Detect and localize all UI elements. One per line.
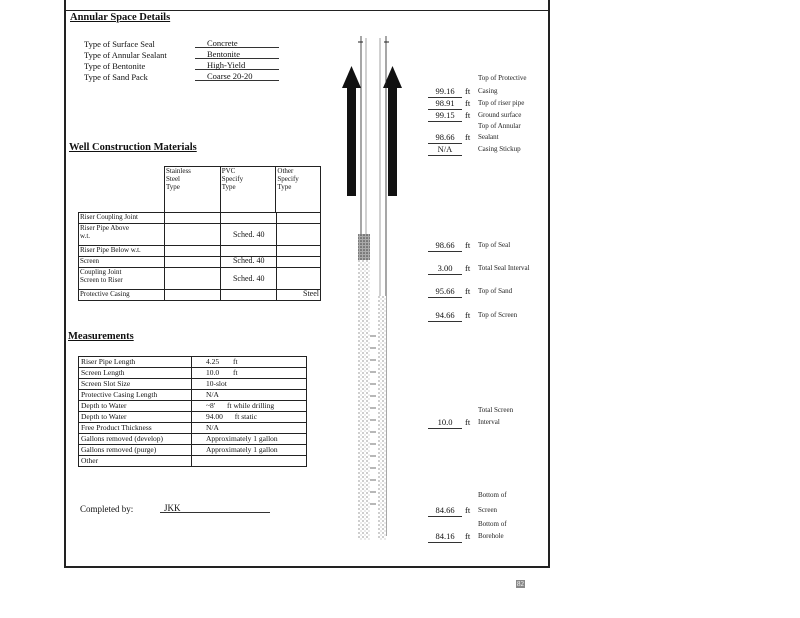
- top-sand-value: 95.66: [428, 286, 462, 298]
- top-sand-label: Top of Sand: [478, 287, 513, 295]
- total-screen-value: 10.0: [428, 417, 462, 429]
- materials-table: [78, 212, 321, 301]
- borehole-value: 84.16: [428, 531, 462, 543]
- sand-pack-label: Type of Sand Pack: [84, 72, 148, 82]
- annular-title: Annular Space Details: [70, 12, 171, 23]
- table-row: Screen Length 10.0 ft: [79, 368, 307, 379]
- bentonite-seal: [358, 234, 370, 260]
- table-row: Protective Casing Steel: [79, 290, 321, 301]
- surface-seal-label: Type of Surface Seal: [84, 39, 155, 49]
- riser-top-label: Top of riser pipe: [478, 99, 525, 107]
- table-row: Protective Casing Length N/A: [79, 390, 307, 401]
- protective-casing: [342, 66, 402, 196]
- stickup-label: Casing Stickup: [478, 145, 521, 153]
- table-row: Gallons removed (develop) Approximately 1 gallon: [79, 434, 307, 445]
- table-row: Other: [79, 456, 307, 467]
- top-seal-label: Top of Seal: [478, 241, 511, 249]
- materials-header-table: [164, 166, 321, 213]
- table-row: Riser Pipe Above w.t. Sched. 40: [79, 224, 321, 246]
- bottom-screen-value: 84.66: [428, 505, 462, 517]
- casing-label: Casing: [478, 87, 498, 95]
- stickup-value: N/A: [428, 144, 462, 156]
- seal-interval-label: Total Seal Interval: [478, 264, 530, 272]
- bentonite-label: Type of Bentonite: [84, 61, 146, 71]
- completed-by-value: JKK: [160, 503, 270, 513]
- table-row: Free Product Thickness N/A: [79, 423, 307, 434]
- total-screen-label: Total Screen: [478, 406, 514, 414]
- riser-top-value: 98.91: [428, 98, 462, 110]
- table-row: Screen Sched. 40: [79, 257, 321, 268]
- table-row: Riser Pipe Below w.t.: [79, 246, 321, 257]
- total-screen-interval-label: Interval: [478, 418, 500, 426]
- top-protective-label: Top of Protective: [478, 74, 527, 82]
- header-pvc: PVC Specify Type: [220, 167, 276, 213]
- table-row: Coupling Joint Screen to Riser Sched. 40: [79, 268, 321, 290]
- header-stainless: Stainless Steel Type: [165, 167, 221, 213]
- ground-surface-label: Ground surface: [478, 111, 522, 119]
- sand-pack: [358, 260, 370, 540]
- top-annular-label: Top of Annular: [478, 122, 521, 130]
- sealant-label: Sealant: [478, 133, 499, 141]
- annular-sealant-value: Bentonite: [195, 49, 279, 59]
- top-screen-label: Top of Screen: [478, 311, 518, 319]
- table-row: Screen Slot Size 10-slot: [79, 379, 307, 390]
- completed-by-label: Completed by:: [80, 504, 134, 514]
- sand-pack-value: Coarse 20-20: [195, 71, 279, 81]
- screen-slots: [370, 336, 376, 504]
- table-row: Depth to Water ~8' ft while drilling: [79, 401, 307, 412]
- top-screen-value: 94.66: [428, 310, 462, 322]
- table-row: Depth to Water 94.00 ft static: [79, 412, 307, 423]
- ground-surface-value: 99.15: [428, 110, 462, 122]
- borehole-label2: Borehole: [478, 532, 504, 540]
- bentonite-value: High-Yield: [195, 60, 279, 70]
- header-other: Other Specify Type: [276, 167, 321, 213]
- casing-elev-value: 99.16: [428, 86, 462, 98]
- measurements-title: Measurements: [68, 331, 134, 342]
- bottom-screen-label2: Screen: [478, 506, 498, 514]
- sealant-value: 98.66: [428, 132, 462, 144]
- bottom-screen-label: Bottom of: [478, 491, 507, 499]
- table-row: Riser Pipe Length 4.25 ft: [79, 357, 307, 368]
- well-diagram: [330, 36, 420, 546]
- materials-title: Well Construction Materials: [69, 142, 197, 153]
- top-seal-value: 98.66: [428, 240, 462, 252]
- seal-interval-value: 3.00: [428, 263, 462, 275]
- annular-sealant-label: Type of Annular Sealant: [84, 50, 167, 60]
- measurements-table: [78, 356, 307, 467]
- table-row: Gallons removed (purge) Approximately 1 gallon: [79, 445, 307, 456]
- page-mark: 82: [517, 580, 524, 588]
- bottom-borehole-label: Bottom of: [478, 520, 507, 528]
- table-row: Riser Coupling Joint: [79, 213, 321, 224]
- surface-seal-value: Concrete: [195, 38, 279, 48]
